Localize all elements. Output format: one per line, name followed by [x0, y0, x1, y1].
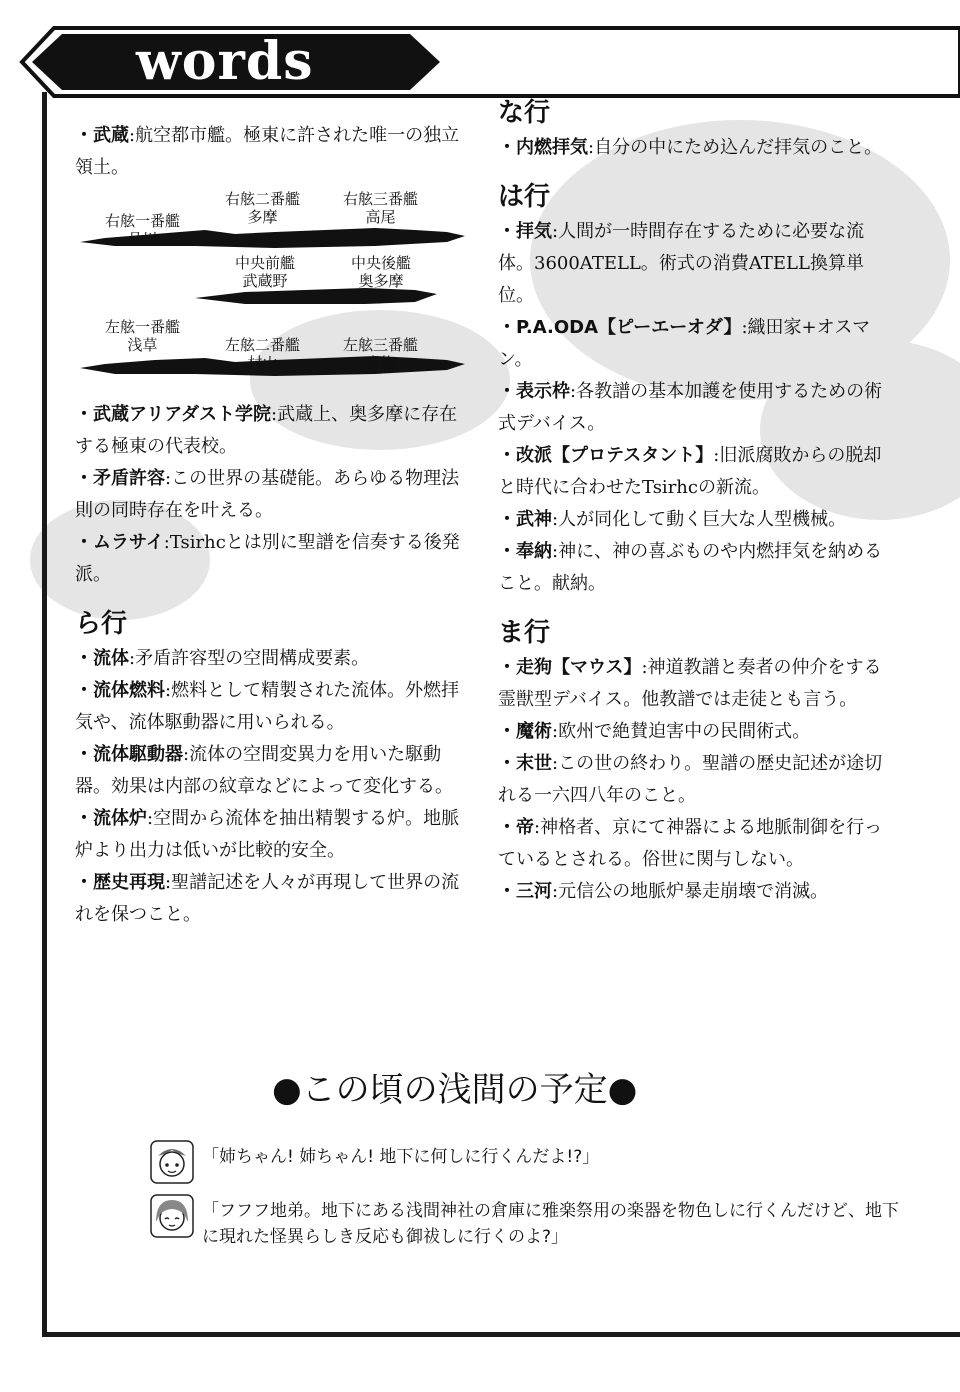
entry-text: :織田家+オスマン。: [498, 317, 871, 370]
entry-text: :元信公の地脈炉暴走崩壊で消滅。: [552, 881, 829, 902]
entry-ryutai-fuel: [75, 675, 475, 739]
entry-term: ・歴史再現: [75, 872, 165, 893]
entry-text: :欧州で絶賛迫害中の民間術式。: [552, 721, 811, 742]
entry-text: :この世界の基礎能。あらゆる物理法則の同時存在を叶える。: [75, 468, 460, 521]
ship-diagram: [75, 190, 475, 385]
entry-paoda: [498, 312, 898, 376]
entry-text: :流体の空間変異力を用いた駆動器。効果は内部の紋章などによって変化する。: [75, 744, 453, 797]
entry-text: :神道教譜と奏者の仲介をする霊獣型デバイス。他教譜では走徒とも言う。: [498, 657, 882, 710]
entry-text: :Tsirhcとは別に聖譜を信奏する後発派。: [75, 532, 460, 585]
entry-musashi: [75, 120, 475, 184]
entry-term: ・帝: [498, 817, 534, 838]
entry-kaiha: [498, 440, 898, 504]
entry-term: ・武神: [498, 509, 552, 530]
ship-label-right-2: 右舷二番艦 多摩: [225, 190, 301, 226]
entry-term: ・流体炉: [75, 808, 147, 829]
entry-ryutai-reactor: [75, 803, 475, 867]
section-heading-ha: は行: [498, 182, 551, 212]
entry-hounou: [498, 536, 898, 600]
entry-text: :聖譜記述を人々が再現して世界の流れを保つこと。: [75, 872, 460, 925]
entry-term: ・魔術: [498, 721, 552, 742]
entry-term: ・流体駆動器: [75, 744, 183, 765]
entry-text: :矛盾許容型の空間構成要素。: [129, 648, 370, 669]
entry-text: :神に、神の喜ぶものや内燃拝気を納めること。献納。: [498, 541, 883, 594]
entry-masse: [498, 748, 898, 812]
entry-text: :人が同化して動く巨大な人型機械。: [552, 509, 847, 530]
chibi-avatar-1-icon: [150, 1140, 194, 1184]
entry-majutsu: [498, 716, 898, 748]
entry-term: ・三河: [498, 881, 552, 902]
entry-contradiction: [75, 463, 475, 527]
dialogue-text-2: 「フフフ地弟。地下にある浅間神社の倉庫に雅楽祭用の楽器を物色しに行くんだけど、地下に現れた怪異らしき反応も御祓しに行くのよ?」: [202, 1201, 899, 1247]
entry-term: ・ムラサイ: [75, 532, 164, 553]
ship-label-left-2: 左舷二番艦 村山: [225, 336, 301, 372]
entry-term: ・矛盾許容: [75, 468, 165, 489]
ship-label-center-front: 中央前艦 武蔵野: [235, 254, 296, 290]
entry-hyojiwaku: [498, 376, 898, 440]
entry-term: ・走狗【マウス】: [498, 657, 642, 678]
entry-term: ・武蔵アリアダスト学院: [75, 404, 272, 425]
ship-label-left-3: 左舷三番艦 青梅: [343, 336, 419, 372]
ship-label-right-3: 右舷三番艦 高尾: [343, 190, 419, 226]
entry-bushin: [498, 504, 898, 536]
entry-mouse: [498, 652, 898, 716]
entry-text: :神格者、京にて神器による地脈制御を行っているとされる。俗世に関与しない。: [498, 817, 883, 870]
entry-ryutai-drive: [75, 739, 475, 803]
entry-term: ・武蔵: [75, 125, 129, 146]
entry-term: ・流体燃料: [75, 680, 165, 701]
entry-term: ・内燃拝気: [498, 137, 588, 158]
entry-mikado: [498, 812, 898, 876]
entry-text: :旧派腐敗からの脱却と時代に合わせたTsirhcの新流。: [498, 445, 882, 498]
entry-text: :航空都市艦。極東に許された唯一の独立領土。: [75, 125, 460, 178]
entry-mikawa: [498, 876, 898, 908]
entry-murasai: [75, 527, 475, 591]
schedule-title: ●この頃の浅間の予定●: [272, 1070, 638, 1110]
right-column: [498, 92, 898, 908]
ship-label-center-rear: 中央後艦 奥多摩: [351, 254, 412, 290]
entry-term: ・末世: [498, 753, 552, 774]
entry-text: :各教譜の基本加護を使用するための術式デバイス。: [498, 381, 883, 434]
entry-text: :武蔵上、奥多摩に存在する極東の代表校。: [75, 404, 458, 457]
dialogue-text-1: 「姉ちゃん! 姉ちゃん! 地下に何しに行くんだよ!?」: [202, 1147, 600, 1167]
entry-term: ・流体: [75, 648, 129, 669]
section-heading-ma: ま行: [498, 618, 551, 648]
section-heading-na: な行: [498, 98, 551, 128]
section-heading-ra: ら行: [75, 609, 128, 639]
ship-label-left-1: 左舷一番艦 浅草: [105, 318, 181, 354]
entry-haiki: [498, 216, 898, 312]
entry-text: :自分の中にため込んだ拝気のこと。: [588, 137, 883, 158]
entry-text: :人間が一時間存在するために必要な流体。3600ATELL。術式の消費ATELL換算単位。: [498, 221, 865, 306]
entry-academy: [75, 399, 475, 463]
entry-nainen-haiki: [498, 132, 898, 164]
entry-ryutai: [75, 643, 475, 675]
entry-term: ・拝気: [498, 221, 552, 242]
chibi-avatar-2-icon: [150, 1194, 194, 1238]
entry-term: ・表示枠: [498, 381, 570, 402]
banner-title: words: [136, 31, 314, 92]
entry-text: :この世の終わり。聖譜の歴史記述が途切れる一六四八年のこと。: [498, 753, 883, 806]
entry-term: ・奉納: [498, 541, 552, 562]
entry-term: ・改派【プロテスタント】: [498, 445, 714, 466]
entry-text: :空間から流体を抽出精製する炉。地脈炉より出力は低いが比較的安全。: [75, 808, 460, 861]
entry-text: :燃料として精製された流体。外燃拝気や、流体駆動器に用いられる。: [75, 680, 460, 733]
entry-history-reenact: [75, 867, 475, 931]
left-column: [75, 120, 475, 931]
entry-term: ・P.A.ODA【ピーエーオダ】: [498, 317, 742, 338]
ship-label-right-1: 右舷一番艦 品川: [105, 212, 181, 248]
